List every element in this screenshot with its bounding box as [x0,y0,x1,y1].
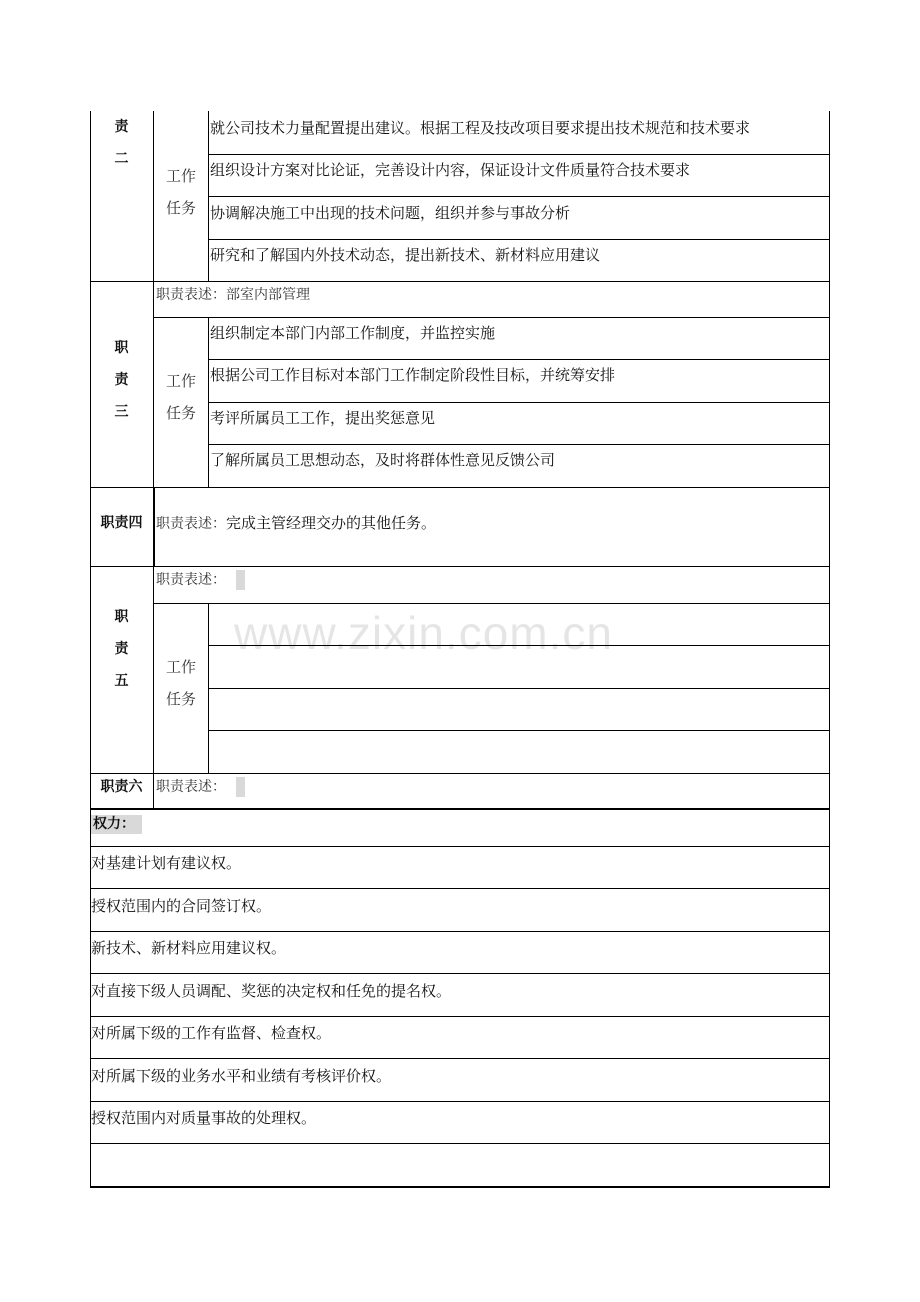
divider [90,487,830,488]
task-label-line: 任务 [165,690,196,708]
power-item: 对所属下级的业务水平和业绩有考核评价权。 [91,1067,392,1085]
divider [90,1058,830,1059]
border-bottom [90,1186,830,1188]
task-label-line: 工作 [165,372,196,390]
desc-text: 完成主管经理交办的其他任务。 [226,514,437,532]
divider [153,111,154,487]
duty3-label-char: 责 [114,372,129,388]
duty5-label-char: 责 [114,641,129,657]
duty2-label [90,111,153,175]
divider [208,239,829,240]
blank-fill [236,777,245,797]
duty2-task-label [153,160,209,224]
duty4-description [156,513,436,534]
desc-prefix: 职责表述： [156,572,226,588]
power-item: 授权范围内对质量事故的处理权。 [91,1109,317,1127]
divider [208,402,829,403]
duty2-label-char: 责 [114,119,129,135]
divider [90,808,830,810]
duty4-label: 职责四 [100,515,143,531]
divider [90,1143,830,1144]
duty5-description [156,570,226,590]
duty3-task-2: 根据公司工作目标对本部门工作制定阶段性目标，并统筹安排 [210,366,616,384]
desc-prefix: 职责表述： [156,287,226,303]
task-label-line: 任务 [165,404,196,422]
divider [208,730,829,731]
divider [90,888,830,889]
divider [208,196,829,197]
duty3-label-char: 职 [114,340,129,356]
task-label-line: 任务 [165,199,196,217]
duty2-task-4: 研究和了解国内外技术动态，提出新技术、新材料应用建议 [210,246,601,264]
duty6-label: 职责六 [100,779,143,795]
watermark: www.zixin.com.cn [234,607,613,659]
desc-prefix: 职责表述： [156,779,226,795]
duty3-label-char: 三 [114,404,129,420]
divider [90,846,830,847]
power-item: 对所属下级的工作有监督、检查权。 [91,1024,332,1042]
duty2-task-3: 协调解决施工中出现的技术问题，组织并参与事故分析 [210,204,571,222]
divider [90,931,830,932]
divider [90,973,830,974]
divider [90,773,830,774]
duty3-task-4: 了解所属员工思想动态，及时将群体性意见反馈公司 [210,451,556,469]
duty2-task-1: 就公司技术力量配置提出建议。根据工程及技改项目要求提出技术规范和技术要求 [210,119,751,137]
divider [208,154,829,155]
divider [208,444,829,445]
divider [90,1016,830,1017]
duty5-label-char: 职 [114,609,129,625]
divider [153,603,830,604]
duty3-task-1: 组织制定本部门内部工作制度，并监控实施 [210,324,496,342]
duty6-description [156,777,226,797]
duty5-task-label [153,651,209,715]
desc-text: 部室内部管理 [226,287,310,303]
power-item: 对基建计划有建议权。 [91,854,242,872]
duty5-label [90,601,153,697]
duty3-label [90,332,153,428]
duty5-label-char: 五 [114,673,129,689]
border-left [90,111,91,1188]
power-header: 权力： [93,816,135,832]
divider [153,488,155,566]
power-item: 对直接下级人员调配、奖惩的决定权和任免的提名权。 [91,982,452,1000]
desc-prefix: 职责表述： [156,516,226,532]
divider [90,566,830,567]
border-right [829,111,830,1188]
blank-fill [236,570,245,590]
divider [90,1101,830,1102]
divider [90,281,830,282]
duty2-label-char: 二 [114,151,129,167]
power-item: 新技术、新材料应用建议权。 [91,939,287,957]
duty2-task-2: 组织设计方案对比论证，完善设计内容，保证设计文件质量符合技术要求 [210,161,691,179]
power-item: 授权范围内的合同签订权。 [91,897,272,915]
task-label-line: 工作 [165,658,196,676]
task-label-line: 工作 [165,167,196,185]
divider [208,688,829,689]
divider [208,359,829,360]
divider [153,317,830,318]
duty3-task-label [153,365,209,429]
duty3-description [156,285,310,305]
duty3-task-3: 考评所属员工工作，提出奖惩意见 [210,409,436,427]
